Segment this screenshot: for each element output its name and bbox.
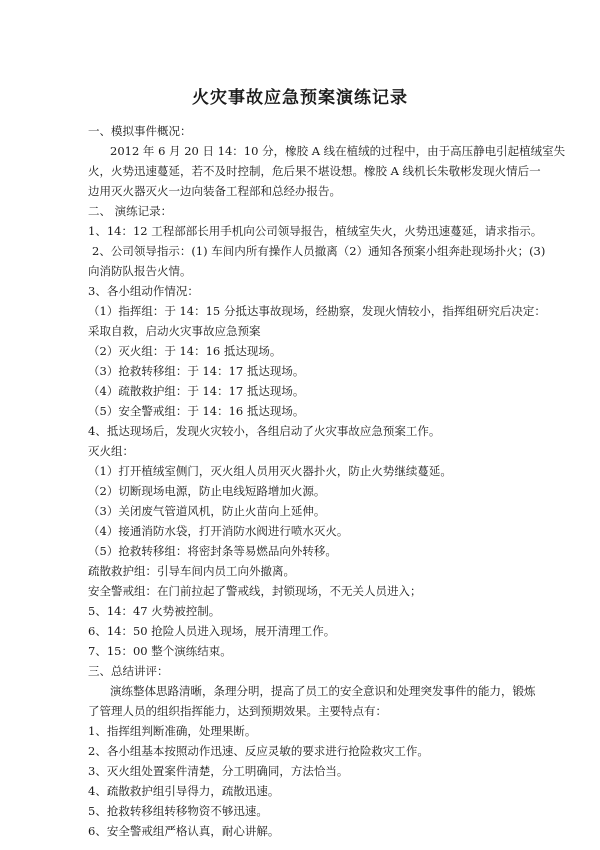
summary-item: 5、抢救转移组转移物资不够迅速。 [88, 804, 268, 818]
summary-item: 1、指挥组判断准确，处理果断。 [88, 724, 257, 738]
document-body [88, 121, 566, 841]
fire-group-step: （3）关闭废气管道风机，防止火苗向上延伸。 [88, 504, 326, 518]
fire-group-step: （5）抢救转移组：将密封条等易燃品向外转移。 [88, 544, 337, 558]
group-action-line: （1）指挥组：于 14：15 分抵达事故现场，经勘察，发现火情较小，指挥组研究后决定： [88, 304, 546, 318]
summary-item: 4、疏散救护组引导得力，疏散迅速。 [88, 784, 280, 798]
overview-paragraph-line: 火，火势迅速蔓延，若不及时控制，危后果不堪设想。橡胶 A 线机长朱敬彬发现火情后一 [88, 164, 541, 178]
group-action-line: （2）灭火组：于 14：16 抵达现场。 [88, 344, 282, 358]
fire-group-step: （2）切断现场电源，防止电线短路增加火源。 [88, 484, 326, 498]
evacuation-group-line: 疏散救护组：引导车间内员工向外撤离。 [88, 564, 295, 578]
record-line: 1、14：12 工程部部长用手机向公司领导报告，植绒室失火，火势迅速蔓延，请求指示。 [88, 224, 543, 238]
group-action-line: （4）疏散救护组：于 14：17 抵达现场。 [88, 384, 305, 398]
group-action-line: （5）安全警戒组：于 14：16 抵达现场。 [88, 404, 305, 418]
record-line: 向消防队报告火情。 [88, 264, 192, 278]
summary-paragraph-line: 了管理人员的组织指挥能力，达到预期效果。主要特点有： [88, 704, 387, 718]
fire-group-step: （1）打开植绒室侧门，灭火组人员用灭火器扑火，防止火势继续蔓延。 [88, 464, 452, 478]
record-line: 4、抵达现场后，发现火灾较小，各组启动了火灾事故应急预案工作。 [88, 424, 441, 438]
security-group-line: 安全警戒组：在门前拉起了警戒线，封锁现场，不无关人员进入； [88, 584, 422, 598]
record-line: 3、各小组动作情况： [88, 284, 199, 298]
fire-group-heading: 灭火组： [88, 444, 134, 458]
record-line: 7、15：00 整个演练结束。 [88, 644, 232, 658]
record-line: 6、14：50 抢险人员进入现场，展开清理工作。 [88, 624, 336, 638]
group-action-line: （3）抢救转移组：于 14：17 抵达现场。 [88, 364, 305, 378]
summary-item: 3、灭火组处置案件清楚，分工明确同，方法恰当。 [88, 764, 349, 778]
overview-paragraph-line: 2012 年 6 月 20 日 14：10 分，橡胶 A 线在植绒的过程中，由于高压静电引起植绒室失 [110, 144, 566, 158]
record-line: 5、14：47 火势被控制。 [88, 604, 221, 618]
group-action-line: 采取自救，启动火灾事故应急预案 [88, 324, 261, 338]
overview-paragraph-line: 边用灭火器灭火一边向装备工程部和总经办报告。 [88, 184, 341, 198]
document-title: 火灾事故应急预案演练记录 [192, 88, 408, 108]
section-heading-records: 二、 演练记录： [88, 204, 173, 218]
summary-paragraph-line: 演练整体思路清晰，条理分明，提高了员工的安全意识和处理突发事件的能力，锻炼 [110, 684, 536, 698]
fire-group-step: （4）接通消防水袋，打开消防水阀进行喷水灭火。 [88, 524, 349, 538]
section-heading-summary: 三、总结讲评： [88, 664, 169, 678]
summary-item: 6、安全警戒组严格认真，耐心讲解。 [88, 824, 280, 838]
record-line: 2、公司领导指示：(1) 车间内所有操作人员撤离（2）通知各预案小组奔赴现场扑火；(3) [92, 244, 546, 258]
summary-item: 2、各小组基本按照动作迅速、反应灵敏的要求进行抢险救灾工作。 [88, 744, 429, 758]
section-heading-overview: 一、模拟事件概况： [88, 124, 192, 138]
